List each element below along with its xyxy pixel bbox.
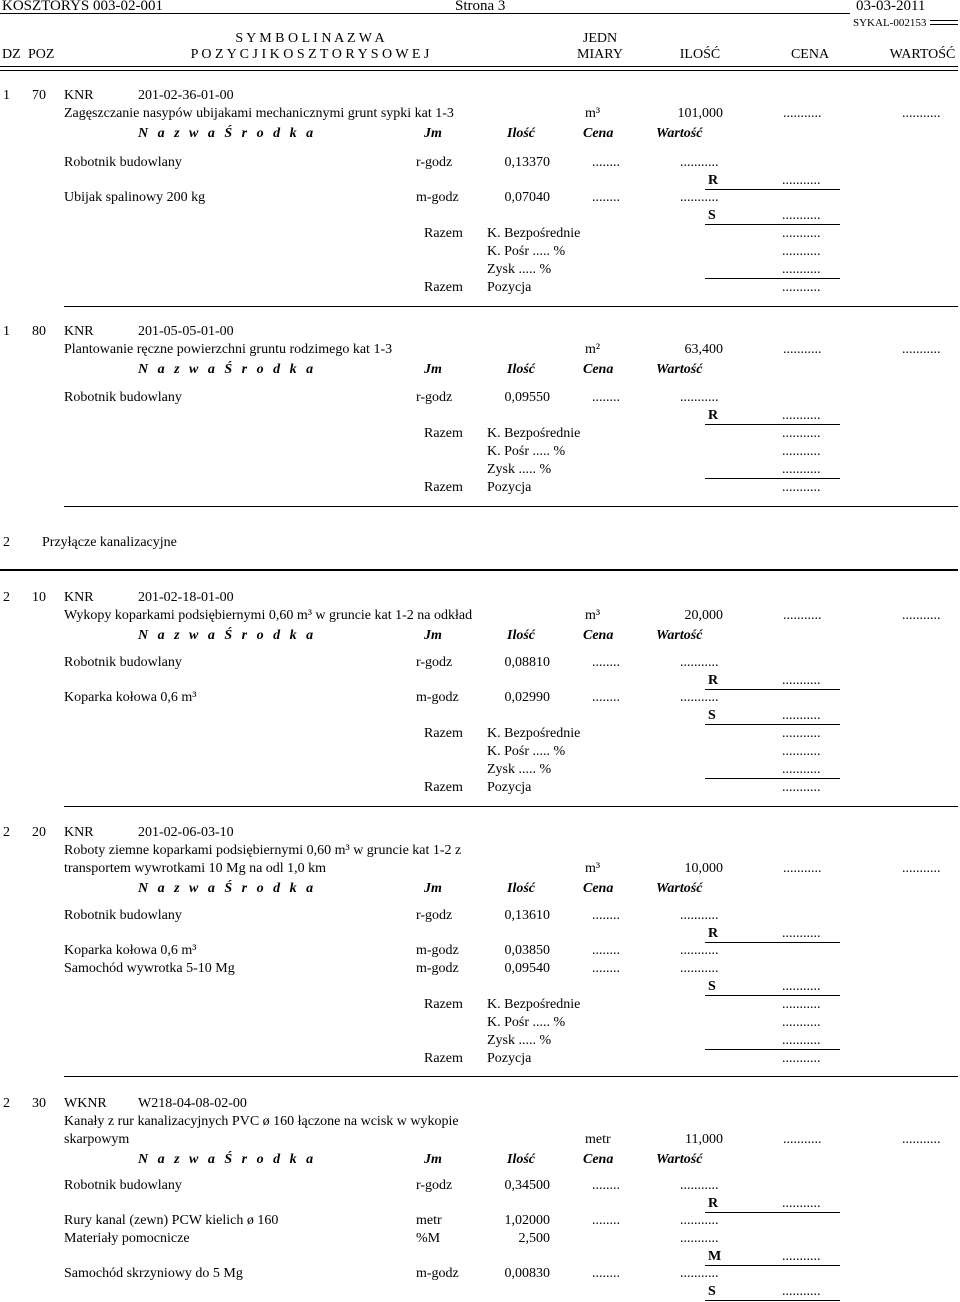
resource-header-jm: Jm: [424, 628, 442, 643]
header-rule-right: [930, 20, 958, 25]
resource-price: ........: [592, 961, 620, 976]
resource-unit: r-godz: [416, 908, 453, 923]
position-description: transportem wywrotkami 10 Mg na odl 1,0 km: [64, 861, 327, 876]
position-unit: m³: [585, 861, 601, 876]
position-catalog-type: KNR: [64, 590, 94, 605]
column-miary: MIARY: [577, 47, 623, 62]
subtotal-value-r: ...........: [782, 408, 821, 423]
resource-quantity: 0,00830: [504, 1266, 550, 1281]
resource-header-wartosc: Wartość: [656, 1152, 703, 1167]
resource-name: Koparka kołowa 0,6 m³: [64, 690, 197, 705]
summary-razem-label: Razem: [424, 1051, 463, 1066]
summary-position-value: ...........: [782, 1051, 821, 1066]
section-dz: 2: [3, 535, 10, 550]
resource-value: ...........: [680, 690, 719, 705]
resource-header-name: N a z w a Ś r o d k a: [138, 1152, 317, 1167]
subtotal-underline: [705, 689, 840, 690]
resource-name: Rury kanal (zewn) PCW kielich ø 160: [64, 1213, 279, 1228]
position-catalog-type: WKNR: [64, 1096, 107, 1111]
resource-header-name: N a z w a Ś r o d k a: [138, 126, 317, 141]
resource-quantity: 0,09550: [504, 390, 550, 405]
resource-quantity: 0,34500: [504, 1178, 550, 1193]
subtotal-marker-r: R: [708, 673, 719, 688]
resource-header-cena: Cena: [583, 881, 614, 896]
position-value: ...........: [902, 1132, 941, 1147]
resource-value: ...........: [680, 1213, 719, 1228]
position-value: ...........: [902, 608, 941, 623]
resource-header-wartosc: Wartość: [656, 881, 703, 896]
resource-value: ...........: [680, 1266, 719, 1281]
resource-price: ........: [592, 690, 620, 705]
subtotal-value-s: ...........: [782, 208, 821, 223]
position-description: skarpowym: [64, 1132, 130, 1147]
position-code: 201-02-18-01-00: [138, 590, 234, 605]
subtotal-value-r: ...........: [782, 673, 821, 688]
resource-name: Ubijak spalinowy 200 kg: [64, 190, 206, 205]
position-price: ...........: [783, 106, 822, 121]
subtotal-marker-r: R: [708, 1196, 719, 1211]
summary-profit: Zysk ..... %: [487, 262, 552, 277]
subtotal-underline: [705, 1265, 840, 1266]
position-unit: m³: [585, 608, 601, 623]
resource-unit: metr: [416, 1213, 442, 1228]
summary-razem-label: Razem: [424, 226, 463, 241]
resource-header-wartosc: Wartość: [656, 628, 703, 643]
resource-header-wartosc: Wartość: [656, 362, 703, 377]
position-description: Zagęszczanie nasypów ubijakami mechanicznymi grunt sypki kat 1-3: [64, 106, 454, 121]
resource-header-name: N a z w a Ś r o d k a: [138, 628, 317, 643]
resource-unit: m-godz: [416, 943, 459, 958]
subtotal-marker-s: S: [708, 1284, 716, 1299]
header-rule: [0, 13, 850, 14]
summary-profit: Zysk ..... %: [487, 762, 552, 777]
subtotal-underline: [705, 424, 840, 425]
resource-name: Robotnik budowlany: [64, 155, 182, 170]
subtotal-underline: [705, 224, 840, 225]
position-dz: 2: [3, 590, 10, 605]
resource-header-cena: Cena: [583, 1152, 614, 1167]
resource-quantity: 0,09540: [504, 961, 550, 976]
resource-header-ilosc: Ilość: [507, 126, 535, 141]
subtotal-value-s: ...........: [782, 1284, 821, 1299]
resource-header-ilosc: Ilość: [507, 362, 535, 377]
position-dz: 2: [3, 1096, 10, 1111]
summary-razem-label: Razem: [424, 480, 463, 495]
resource-value: ...........: [680, 908, 719, 923]
subtotal-underline: [705, 1300, 840, 1301]
position-dz: 2: [3, 825, 10, 840]
column-symbol-nazwa: S Y M B O L I N A Z W A: [235, 31, 385, 46]
position-price: ...........: [783, 342, 822, 357]
resource-value: ...........: [680, 390, 719, 405]
resource-header-cena: Cena: [583, 628, 614, 643]
position-separator: [64, 806, 958, 807]
summary-razem-label: Razem: [424, 280, 463, 295]
summary-razem-label: Razem: [424, 780, 463, 795]
subtotal-value-r: ...........: [782, 173, 821, 188]
summary-indirect-value: ...........: [782, 444, 821, 459]
position-value: ...........: [902, 342, 941, 357]
subtotal-underline: [705, 724, 840, 725]
subtotal-marker-s: S: [708, 208, 716, 223]
summary-underline: [705, 478, 840, 479]
summary-profit-value: ...........: [782, 762, 821, 777]
summary-indirect-costs: K. Pośr ..... %: [487, 1015, 566, 1030]
resource-value: ...........: [680, 155, 719, 170]
position-quantity: 11,000: [685, 1132, 723, 1147]
resource-unit: m-godz: [416, 1266, 459, 1281]
position-code: 201-05-05-01-00: [138, 324, 234, 339]
summary-indirect-value: ...........: [782, 1015, 821, 1030]
column-ilosc: ILOŚĆ: [679, 47, 721, 62]
summary-underline: [705, 1049, 840, 1050]
resource-unit: m-godz: [416, 690, 459, 705]
resource-header-cena: Cena: [583, 362, 614, 377]
resource-value: ...........: [680, 655, 719, 670]
resource-unit: r-godz: [416, 655, 453, 670]
subtotal-value-r: ...........: [782, 926, 821, 941]
resource-value: ...........: [680, 961, 719, 976]
subtotal-value-s: ...........: [782, 979, 821, 994]
resource-quantity: 0,02990: [504, 690, 550, 705]
subtotal-marker-r: R: [708, 408, 719, 423]
resource-value: ...........: [680, 190, 719, 205]
summary-direct-value: ...........: [782, 726, 821, 741]
resource-header-wartosc: Wartość: [656, 126, 703, 141]
position-price: ...........: [783, 608, 822, 623]
subtotal-underline: [705, 942, 840, 943]
position-description: Wykopy koparkami podsiębiernymi 0,60 m³ w gruncie kat 1-2 na odkład: [64, 608, 473, 623]
position-poz: 30: [32, 1096, 46, 1111]
resource-unit: m-godz: [416, 961, 459, 976]
resource-header-cena: Cena: [583, 126, 614, 141]
subtotal-underline: [705, 995, 840, 996]
resource-price: ........: [592, 655, 620, 670]
position-description: Plantowanie ręczne powierzchni gruntu rodzimego kat 1-3: [64, 342, 393, 357]
resource-unit: m-godz: [416, 190, 459, 205]
summary-indirect-costs: K. Pośr ..... %: [487, 244, 566, 259]
resource-header-jm: Jm: [424, 362, 442, 377]
resource-unit: r-godz: [416, 1178, 453, 1193]
section-title: Przyłącze kanalizacyjne: [42, 535, 177, 550]
resource-quantity: 0,13610: [504, 908, 550, 923]
summary-direct-costs: K. Bezpośrednie: [487, 726, 581, 741]
position-dz: 1: [3, 324, 10, 339]
page-number: Strona 3: [455, 0, 506, 14]
resource-price: ........: [592, 155, 620, 170]
summary-indirect-costs: K. Pośr ..... %: [487, 444, 566, 459]
resource-quantity: 0,07040: [504, 190, 550, 205]
summary-profit-value: ...........: [782, 1033, 821, 1048]
document-title: KOSZTORYS 003-02-001: [2, 0, 163, 14]
position-price: ...........: [783, 861, 822, 876]
summary-razem-label: Razem: [424, 426, 463, 441]
resource-price: ........: [592, 908, 620, 923]
summary-profit: Zysk ..... %: [487, 462, 552, 477]
summary-underline: [705, 278, 840, 279]
position-unit: m²: [585, 342, 601, 357]
column-poz: POZ: [28, 47, 55, 62]
resource-name: Robotnik budowlany: [64, 390, 182, 405]
position-poz: 80: [32, 324, 46, 339]
summary-profit: Zysk ..... %: [487, 1033, 552, 1048]
resource-value: ...........: [680, 943, 719, 958]
resource-name: Robotnik budowlany: [64, 908, 182, 923]
resource-header-jm: Jm: [424, 126, 442, 141]
resource-quantity: 0,03850: [504, 943, 550, 958]
position-description: Roboty ziemne koparkami podsiębiernymi 0,60 m³ w gruncie kat 1-2 z: [64, 843, 462, 858]
subtotal-marker-s: S: [708, 708, 716, 723]
position-catalog-type: KNR: [64, 88, 94, 103]
summary-direct-value: ...........: [782, 426, 821, 441]
subtotal-marker-r: R: [708, 173, 719, 188]
header-bottom-rule: [0, 66, 958, 71]
resource-quantity: 0,08810: [504, 655, 550, 670]
resource-value: ...........: [680, 1231, 719, 1246]
summary-razem-label: Razem: [424, 726, 463, 741]
summary-profit-value: ...........: [782, 462, 821, 477]
resource-price: ........: [592, 1266, 620, 1281]
summary-indirect-value: ...........: [782, 244, 821, 259]
resource-price: ........: [592, 190, 620, 205]
summary-direct-costs: K. Bezpośrednie: [487, 997, 581, 1012]
position-separator: [64, 306, 958, 307]
summary-indirect-value: ...........: [782, 744, 821, 759]
subtotal-marker-r: R: [708, 926, 719, 941]
resource-name: Koparka kołowa 0,6 m³: [64, 943, 197, 958]
resource-value: ...........: [680, 1178, 719, 1193]
resource-price: ........: [592, 1213, 620, 1228]
position-dz: 1: [3, 88, 10, 103]
resource-unit: r-godz: [416, 390, 453, 405]
subtotal-marker-s: S: [708, 979, 716, 994]
position-quantity: 10,000: [684, 861, 723, 876]
resource-header-ilosc: Ilość: [507, 1152, 535, 1167]
resource-quantity: 0,13370: [504, 155, 550, 170]
column-jedn: JEDN: [582, 31, 618, 46]
resource-price: ........: [592, 943, 620, 958]
subtotal-marker-m: M: [708, 1249, 722, 1264]
column-dz: DZ: [2, 47, 21, 62]
position-poz: 70: [32, 88, 46, 103]
position-poz: 20: [32, 825, 46, 840]
resource-name: Robotnik budowlany: [64, 655, 182, 670]
resource-price: ........: [592, 390, 620, 405]
summary-position-total: Pozycja: [487, 780, 532, 795]
document-date: 03-03-2011: [856, 0, 926, 14]
section-separator: [0, 569, 958, 571]
summary-direct-costs: K. Bezpośrednie: [487, 226, 581, 241]
summary-position-total: Pozycja: [487, 1051, 532, 1066]
subtotal-value-s: ...........: [782, 708, 821, 723]
position-separator: [64, 506, 958, 507]
resource-name: Samochód skrzyniowy do 5 Mg: [64, 1266, 243, 1281]
summary-position-total: Pozycja: [487, 480, 532, 495]
summary-indirect-costs: K. Pośr ..... %: [487, 744, 566, 759]
summary-position-value: ...........: [782, 280, 821, 295]
resource-header-name: N a z w a Ś r o d k a: [138, 881, 317, 896]
position-quantity: 101,000: [677, 106, 723, 121]
summary-position-value: ...........: [782, 480, 821, 495]
subtotal-underline: [705, 189, 840, 190]
column-pozycji: P O Z Y C J I K O S Z T O R Y S O W E J: [190, 47, 430, 62]
position-price: ...........: [783, 1132, 822, 1147]
subtotal-value-r: ...........: [782, 1196, 821, 1211]
position-code: 201-02-36-01-00: [138, 88, 234, 103]
position-unit: metr: [585, 1132, 611, 1147]
resource-unit: r-godz: [416, 155, 453, 170]
position-catalog-type: KNR: [64, 825, 94, 840]
summary-profit-value: ...........: [782, 262, 821, 277]
column-cena: CENA: [790, 47, 830, 62]
position-unit: m³: [585, 106, 601, 121]
position-description: Kanały z rur kanalizacyjnych PVC ø 160 łączone na wcisk w wykopie: [64, 1114, 459, 1129]
summary-razem-label: Razem: [424, 997, 463, 1012]
position-code: W218-04-08-02-00: [138, 1096, 247, 1111]
position-separator: [64, 1076, 958, 1077]
resource-header-jm: Jm: [424, 881, 442, 896]
resource-price: ........: [592, 1178, 620, 1193]
resource-header-jm: Jm: [424, 1152, 442, 1167]
resource-header-ilosc: Ilość: [507, 881, 535, 896]
resource-quantity: 2,500: [518, 1231, 550, 1246]
summary-direct-costs: K. Bezpośrednie: [487, 426, 581, 441]
position-quantity: 20,000: [684, 608, 723, 623]
summary-direct-value: ...........: [782, 997, 821, 1012]
resource-name: Robotnik budowlany: [64, 1178, 182, 1193]
column-wartosc: WARTOŚĆ: [889, 47, 956, 62]
summary-position-value: ...........: [782, 780, 821, 795]
subtotal-value-m: ...........: [782, 1249, 821, 1264]
position-value: ...........: [902, 106, 941, 121]
resource-name: Samochód wywrotka 5-10 Mg: [64, 961, 235, 976]
resource-name: Materiały pomocnicze: [64, 1231, 190, 1246]
resource-unit: %M: [416, 1231, 441, 1246]
position-quantity: 63,400: [684, 342, 723, 357]
position-poz: 10: [32, 590, 46, 605]
summary-position-total: Pozycja: [487, 280, 532, 295]
resource-quantity: 1,02000: [504, 1213, 550, 1228]
subtotal-underline: [705, 1212, 840, 1213]
position-catalog-type: KNR: [64, 324, 94, 339]
summary-direct-value: ...........: [782, 226, 821, 241]
system-code: SYKAL-002153: [853, 17, 927, 29]
summary-underline: [705, 778, 840, 779]
resource-header-name: N a z w a Ś r o d k a: [138, 362, 317, 377]
position-value: ...........: [902, 861, 941, 876]
position-code: 201-02-06-03-10: [138, 825, 234, 840]
resource-header-ilosc: Ilość: [507, 628, 535, 643]
